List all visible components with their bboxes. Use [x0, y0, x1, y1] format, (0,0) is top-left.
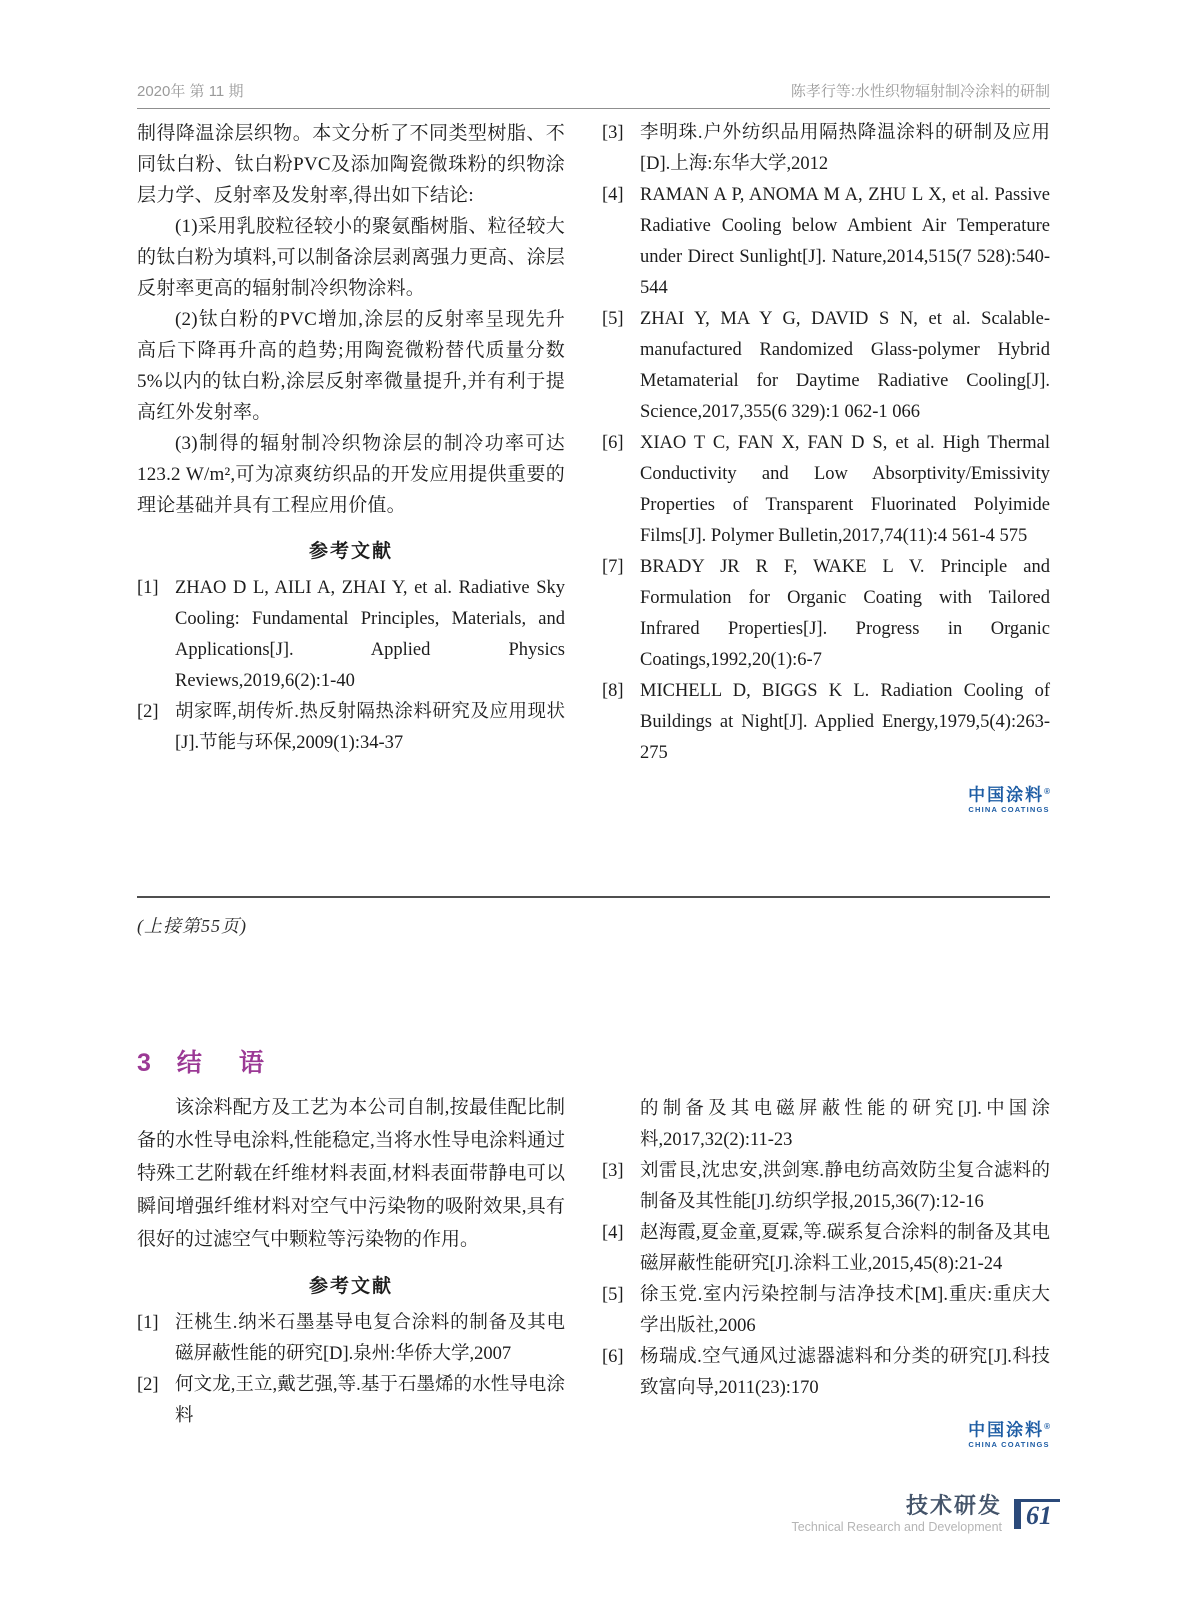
- footer-section-title-en: Technical Research and Development: [791, 1520, 1002, 1534]
- reference-number: [3]: [602, 123, 624, 143]
- bracket-vertical-bar: [1014, 1499, 1021, 1529]
- footer-labels: [791, 1493, 1002, 1535]
- reference-item: [602, 676, 1050, 769]
- logo-en-text: CHINA COATINGS: [968, 804, 1050, 814]
- references-title: 参考文献: [308, 541, 393, 562]
- paragraph: (3)制得的辐射制冷织物涂层的制冷功率可达123.2 W/m²,可为凉爽纺织品的开发应用提供重要的理论基础并具有工程应用价值。: [137, 433, 565, 516]
- reference-text: 汪桃生.纳米石墨基导电复合涂料的制备及其电磁屏蔽性能的研究[D].泉州:华侨大学,2007: [175, 1313, 565, 1364]
- reference-text: 杨瑞成.空气通风过滤器滤料和分类的研究[J].科技致富向导,2011(23):170: [640, 1347, 1050, 1398]
- page-number: 61: [1026, 1501, 1052, 1530]
- reference-text: BRADY JR R F, WAKE L V. Principle and Formulation for Organic Coating with Tailored Infrared Properties[J]. Progress in Organic Coatings,1992,20(1):6-7: [640, 557, 1050, 670]
- registered-mark-icon: ®: [1044, 1422, 1050, 1431]
- reference-item: [137, 573, 565, 697]
- paragraph: (2)钛白粉的PVC增加,涂层的反射率呈现先升高后下降再升高的趋势;用陶瓷微粉替代质量分数5%以内的钛白粉,涂层反射率微量提升,并有利于提高红外发射率。: [137, 309, 565, 423]
- reference-number: [5]: [602, 309, 624, 329]
- reference-text: 何文龙,王立,戴艺强,等.基于石墨烯的水性导电涂料: [175, 1375, 565, 1426]
- page-number-bracket: [1014, 1497, 1060, 1531]
- reference-number: [2]: [137, 1375, 159, 1395]
- bottom-article-section: [137, 1048, 1050, 1450]
- header-running-title: 陈孝行等:水性织物辐射制冷涂料的研制: [790, 83, 1050, 100]
- reference-item: [602, 1280, 1050, 1342]
- paragraph: 制得降温涂层织物。本文分析了不同类型树脂、不同钛白粉、钛白粉PVC及添加陶瓷微珠粉的织物涂层力学、反射率及发射率,得出如下结论:: [137, 123, 565, 206]
- reference-item: [602, 552, 1050, 676]
- reference-number: [7]: [602, 557, 624, 577]
- reference-text: 赵海霞,夏金童,夏霖,等.碳系复合涂料的制备及其电磁屏蔽性能研究[J].涂料工业,2015,45(8):21-24: [640, 1223, 1050, 1274]
- reference-item: [602, 1156, 1050, 1218]
- reference-text: ZHAO D L, AILI A, ZHAI Y, et al. Radiative Sky Cooling: Fundamental Principles, Materials, and Applications[J]. Applied Physics Reviews,2019,6(2):1-40: [175, 578, 565, 691]
- page-header: [137, 80, 1050, 109]
- reference-item: [137, 1308, 565, 1370]
- logo-zh-text: [968, 783, 1050, 805]
- logo-row: [602, 769, 1050, 815]
- logo-zh-text: [968, 1418, 1050, 1440]
- top-right-column: [602, 118, 1050, 815]
- reference-item: [602, 180, 1050, 304]
- reference-item: [602, 1218, 1050, 1280]
- registered-mark-icon: ®: [1044, 787, 1050, 796]
- reference-number: [3]: [602, 1161, 624, 1181]
- reference-number: [6]: [602, 1347, 624, 1367]
- article-divider-line: [137, 896, 1050, 898]
- section-heading: [137, 1048, 565, 1078]
- header-issue: 2020年 第 11 期: [137, 83, 244, 100]
- reference-text: RAMAN A P, ANOMA M A, ZHU L X, et al. Passive Radiative Cooling below Ambient Air Temperature under Direct Sunlight[J]. Nature,2014,515(7 528):540-544: [640, 185, 1050, 298]
- reference-number: [1]: [137, 1313, 159, 1333]
- references-title: 参考文献: [308, 1276, 393, 1297]
- section-title: 结 语: [176, 1049, 270, 1077]
- page-footer: [791, 1493, 1060, 1535]
- logo-zh-label: 中国涂料: [968, 1420, 1045, 1440]
- logo-row: [602, 1404, 1050, 1450]
- reference-text: 李明珠.户外纺织品用隔热降温涂料的研制及应用[D].上海:东华大学,2012: [640, 123, 1050, 174]
- reference-number: [2]: [137, 702, 159, 722]
- paragraph: (1)采用乳胶粒径较小的聚氨酯树脂、粒径较大的钛白粉为填料,可以制备涂层剥离强力更高、涂层反射率更高的辐射制冷织物涂料。: [137, 216, 565, 299]
- reference-text: 胡家晖,胡传炘.热反射隔热涂料研究及应用现状[J].节能与环保,2009(1):34-37: [175, 702, 565, 753]
- reference-continuation: 的制备及其电磁屏蔽性能的研究[J].中国涂料,2017,32(2):11-23: [640, 1099, 1050, 1150]
- bottom-right-column: [602, 1094, 1050, 1450]
- china-coatings-logo: [968, 783, 1050, 815]
- reference-text: XIAO T C, FAN X, FAN D S, et al. High Thermal Conductivity and Low Absorptivity/Emissivity Properties of Transparent Fluorinated Polyimide Films[J]. Polymer Bulletin,2017,74(11):4 561-4 575: [640, 433, 1050, 546]
- reference-number: [1]: [137, 578, 159, 598]
- reference-number: [6]: [602, 433, 624, 453]
- reference-number: [4]: [602, 185, 624, 205]
- reference-text: ZHAI Y, MA Y G, DAVID S N, et al. Scalable-manufactured Randomized Glass-polymer Hybrid Metamaterial for Daytime Radiative Cooling[J]. Science,2017,355(6 329):1 062-1 066: [640, 309, 1050, 422]
- reference-item: [602, 428, 1050, 552]
- reference-number: [5]: [602, 1285, 624, 1305]
- top-article-section: [137, 118, 1050, 815]
- continuation-note: (上接第55页): [137, 916, 247, 936]
- reference-item: [602, 118, 1050, 180]
- reference-item: [602, 1342, 1050, 1404]
- bottom-left-column: [137, 1048, 565, 1450]
- reference-number: [8]: [602, 681, 624, 701]
- section-number: 3: [137, 1049, 151, 1077]
- paragraph: 该涂料配方及工艺为本公司自制,按最佳配比制备的水性导电涂料,性能稳定,当将水性导电涂料通过特殊工艺附载在纤维材料表面,材料表面带静电可以瞬间增强纤维材料对空气中污染物的吸附效果,具有很好的过滤空气中颗粒等污染物的作用。: [137, 1097, 565, 1250]
- reference-item: [602, 304, 1050, 428]
- logo-zh-label: 中国涂料: [968, 785, 1045, 805]
- china-coatings-logo: [968, 1418, 1050, 1450]
- footer-section-title-zh: 技术研发: [905, 1493, 1002, 1518]
- reference-item: [137, 1370, 565, 1432]
- reference-text: MICHELL D, BIGGS K L. Radiation Cooling of Buildings at Night[J]. Applied Energy,1979,5(4):263-275: [640, 681, 1050, 763]
- reference-text: 刘雷艮,沈忠安,洪剑寒.静电纺高效防尘复合滤料的制备及其性能[J].纺织学报,2015,36(7):12-16: [640, 1161, 1050, 1212]
- reference-number: [4]: [602, 1223, 624, 1243]
- reference-text: 徐玉党.室内污染控制与洁净技术[M].重庆:重庆大学出版社,2006: [640, 1285, 1050, 1336]
- reference-item: [137, 697, 565, 759]
- top-left-column: [137, 118, 565, 815]
- logo-en-text: CHINA COATINGS: [968, 1439, 1050, 1449]
